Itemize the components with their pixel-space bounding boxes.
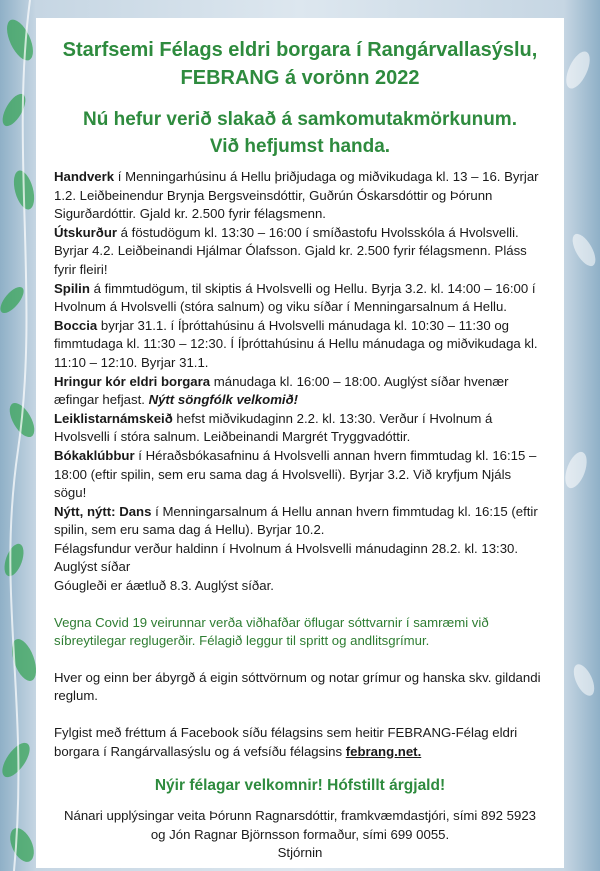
activity-list — [54, 168, 546, 761]
activity-item — [54, 373, 546, 410]
contact-info — [54, 807, 546, 863]
activity-name: Leiklistarnámskeið — [54, 410, 173, 426]
activity-item — [54, 280, 546, 317]
activity-item — [54, 317, 546, 373]
responsibility-notice: Hver og einn ber ábyrgð á eigin sóttvörnum og notar grímur og hanska skv. gildandi reglum. — [54, 669, 541, 704]
facebook-text: Fylgist með fréttum á Facebook síðu félagsins sem heitir FEBRANG-Félag eldri borgara í Rangárvallasýslu og á vefsíðu félagsins — [54, 725, 518, 759]
activity-item — [54, 503, 546, 540]
subtitle-line-1: Nú hefur verið slakað á samkomutakmörkunum. — [83, 109, 517, 130]
activity-text: í Menningarhúsinu á Hellu þriðjudaga og miðvikudaga kl. 13 – 16. Byrjar 1.2. Leiðbeinendur Brynja Bergsveinsdóttir, Guðrún Óskarsdóttir og Þórunn Sigurðardóttir. Gjald kr. 2.500 fyrir félagsmenn. — [54, 169, 539, 222]
page-subtitle — [54, 106, 546, 160]
activity-name: Spilin — [54, 280, 90, 296]
subtitle-line-2: Við hefjumst handa. — [209, 136, 391, 157]
flyer-panel — [36, 18, 564, 868]
title-line-1: Starfsemi Félags eldri borgara í Rangárvallasýslu, — [62, 39, 538, 61]
activity-text: byrjar 31.1. í Íþróttahúsinu á Hvolsvelli mánudaga kl. 10:30 – 11:30 og fimmtudaga kl. 11:30 – 12:30. Í Íþróttahúsinu á Hellu mánudaga og miðvikudaga kl. 11:10 – 12:10. Byrjar 31.1. — [54, 317, 538, 370]
activity-text: á föstudögum kl. 13:30 – 16:00 í smíðastofu Hvolsskóla á Hvolsvelli. Byrjar 4.2. Leiðbeinandi Hjálmar Ólafsson. Gjald kr. 2.500 fyrir félagsmenn. Pláss fyrir fleiri! — [54, 224, 527, 277]
activity-name: Nýtt, nýtt: Dans — [54, 503, 152, 519]
title-line-2: FEBRANG á vorönn 2022 — [180, 67, 420, 89]
activity-text: í Héraðsbókasafninu á Hvolsvelli annan hvern fimmtudag kl. 16:15 – 18:00 (eftir spilin, sem eru sama dag á Hvolsvelli). Byrjar 3.2. Við kryfjum Njáls sögu! — [54, 447, 537, 501]
facebook-notice — [54, 724, 546, 761]
activity-item — [54, 410, 546, 447]
activity-name: Útskurður — [54, 224, 118, 240]
activity-name: Boccia — [54, 317, 98, 333]
activity-highlight: Nýtt söngfólk velkomið! — [148, 392, 299, 408]
activity-item — [54, 447, 546, 503]
activity-name: Hringur kór eldri borgara — [54, 373, 211, 389]
contact-line-2: og Jón Ragnar Björnsson formaður, sími 699 0055. — [150, 826, 450, 842]
activity-text: á fimmtudögum, til skiptis á Hvolsvelli og Hellu. Byrja 3.2. kl. 14:00 – 16:00 í Hvolnum á Hvolsvelli (stóra salnum) og viku síðar í Menningarsalnum á Hellu. — [54, 280, 536, 315]
covid-notice: Vegna Covid 19 veirunnar verða viðhafðar öflugar sóttvarnir í samræmi við síbreytilegar reglugerðir. Félagið leggur til spritt og andlitsgrímur. — [54, 614, 489, 649]
signature: Stjórnin — [277, 845, 323, 861]
website-link[interactable]: febrang.net. — [345, 743, 422, 759]
page-title — [54, 34, 546, 92]
activity-item — [54, 168, 546, 224]
activity-text: í Menningarsalnum á Hellu annan hvern fimmtudag kl. 16:15 (eftir spilin, sem eru sama dag á Hellu). Byrjar 10.2. — [54, 503, 538, 538]
party-notice: Góugleði er áætluð 8.3. Auglýst síðar. — [54, 578, 274, 594]
meeting-notice: Félagsfundur verður haldinn í Hvolnum á Hvolsvelli mánudaginn 28.2. kl. 13:30. Auglýst síðar — [54, 540, 519, 575]
activity-text: mánudaga kl. 16:00 – 18:00. Auglýst síðar hvenær æfingar hefjast. — [54, 373, 509, 408]
contact-line-1: Nánari upplýsingar veita Þórunn Ragnarsdóttir, framkvæmdastjóri, sími 892 5923 — [63, 808, 537, 824]
activity-text: hefst miðvikudaginn 2.2. kl. 13:30. Verður í Hvolnum á Hvolsvelli í stóra salnum. Leiðbeinandi Margrét Tryggvadóttir. — [54, 410, 493, 445]
welcome-banner: Nýir félagar velkomnir! Hófstillt árgjald! — [154, 777, 446, 795]
activity-name: Bókaklúbbur — [54, 447, 135, 463]
activity-item — [54, 224, 546, 280]
activity-name: Handverk — [54, 169, 115, 184]
